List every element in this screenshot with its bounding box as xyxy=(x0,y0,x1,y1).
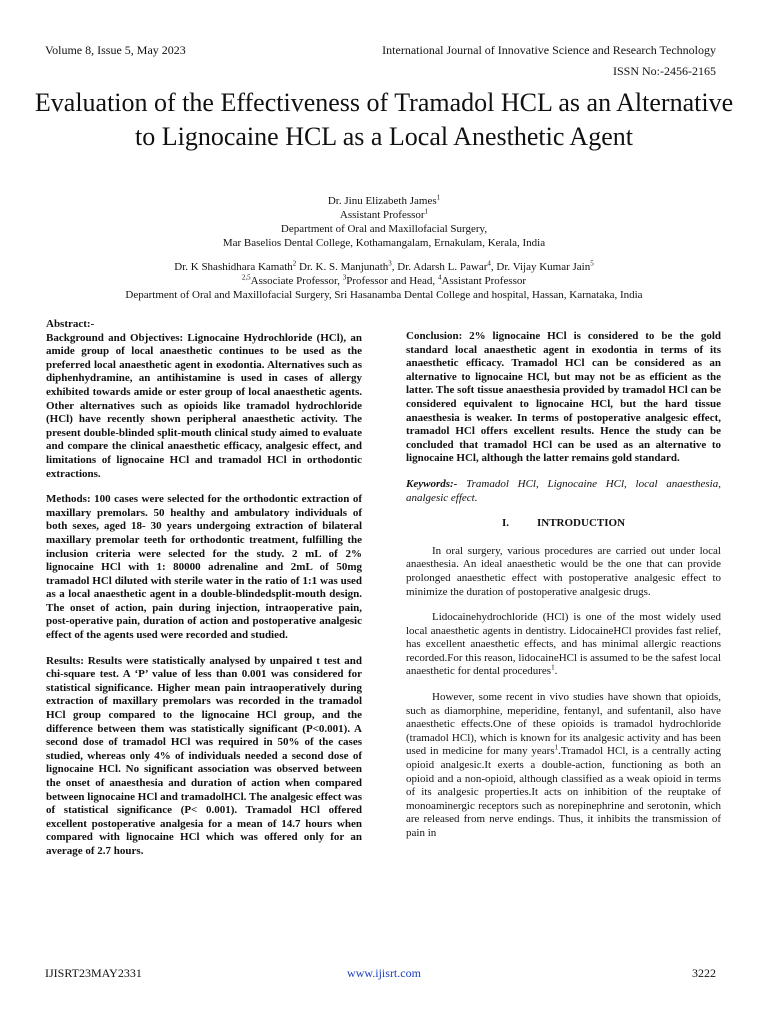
left-column xyxy=(46,318,362,859)
abstract-label: Abstract:- xyxy=(46,318,95,330)
keywords: Keywords:- Tramadol HCl, Lignocaine HCl, local anaesthesia, analgesic effect. xyxy=(406,477,721,504)
intro-paragraph-3: However, some recent in vivo studies have shown that opioids, such as diamorphine, meperidine, fentanyl, and sufentanil, also have anaesthetic effects.One of these opioids is tramadol hydrochloride (tramadol HCl), which is known for its analgesic activity and has been used in medicine for many years$^1$.Tramadol HCl, is a centrally acting opioid analgesic.It exerts a double-action, functioning as both an opioid and a non-opioid, although classified as a weak opioid in terms of its analgesic properties.It acts on inhibition of the reuptake of monoaminergic receptors such as norepinephrine and serotonin, which are released from nerve endings. Thus, it inhibits the transmission of pain in xyxy=(406,691,721,839)
author-group2-names: Dr. K Shashidhara Kamath$^2$ Dr. K. S. Manjunath$^3$, Dr. Adarsh L. Pawar$^4$, Dr. Vijay Kumar Jain$^5$ xyxy=(174,259,594,273)
paper-title: Evaluation of the Effectiveness of Tramadol HCL as an Alternative to Lignocaine HCL as a Local Anesthetic Agent xyxy=(34,88,734,151)
abstract-conclusion: Conclusion: 2% lignocaine HCl is considered to be the gold standard local anaesthetic agent in exodontia in terms of its anaesthetic efficacy. Tramadol HCl can be considered as an alternative to lignocaine HCl, but may not be as efficient as the latter. The soft tissue anaesthesia provided by tramadol HCl can be considered equivalent to lignocaine HCl, but the hard tissue anaesthesia is weaker. In terms of postoperative analgesic effect, tramadol HCl offers excellent results. Hence the study can be concluded that tramadol HCl can be used as an alternative to lignocaine HCl, although the latter remains gold standard. xyxy=(406,330,721,465)
header-journal: International Journal of Innovative Science and Research Technology xyxy=(382,43,716,57)
footer-page-number: 3222 xyxy=(692,966,716,980)
author-group2-roles: $^{2,5}$Associate Professor, $^3$Professor and Head, $^4$Assistant Professor xyxy=(241,273,527,287)
abstract-background: Background and Objectives: Lignocaine Hydrochloride (HCl), an amide group of local anaesthetic continues to be used as the preferred local anaesthetic agent in exodontia. Alternatives such as diphenhydramine, an antihistamine is used in cases of allergy exhibited towards amide or ester group of local anaesthetic agents. Other alternatives such as opioids like tramadol hydrochloride (HCl) have recently shown peripheral anaesthetic activity. The present double-blinded split-mouth clinical study aimed to evaluate and compare the clinical anaesthetic efficacy, analgesic effect, and limitations of lignocaine HCl and tramadol HCl in orthodontic extractions. xyxy=(46,331,362,480)
abstract-methods: Methods: 100 cases were selected for the orthodontic extraction of maxillary premolars. 50 healthy and ambulatory individuals of both sexes, aged 18- 30 years undergoing extraction of bilateral maxillary premolar teeth for orthodontic treatment, fulfilling the inclusion criteria were selected for the study. 2 mL of 2% lignocaine HCl with 1: 80000 adrenaline and 2mL of 50mg tramadol HCl diluted with sterile water in the ratio of 1:1 was used as a local anaesthetic agent in a double-blindedsplit-mouth design. The onset of action, pain during injection, intraoperative pain, post-operative pain, duration of action and postoperative analgesic effect of the agents used were recorded and studied. xyxy=(46,493,362,642)
abstract-results: Results: Results were statistically analysed by unpaired t test and chi-square test. A ‘P’ value of less than 0.001 was considered for statistical significance. Higher mean pain intraoperatively during extraction of maxillary premolars was recorded in the tramadol HCl group compared to the lignocaine HCl group, and the difference between them was statistically significant (P<0.001). A second dose of tramadol HCl was required in 50% of the cases studied, whereas only 4% of individuals needed a second dose of lignocaine HCl. No significant association was observed between the onset of anaesthesia and duration of action when compared between lignocaine HCl and tramadolHCl. The analgesic effect was of statistical significance (P< 0.001). Tramadol HCl offered excellent postoperative analgesia for a mean of 14.7 hours when compared with lignocaine HCl which was offered only for an average of 2.7 hours. xyxy=(46,654,362,857)
author-group2-dept: Department of Oral and Maxillofacial Surgery, Sri Hasanamba Dental College and hospital, Hassan, Karnataka, India xyxy=(125,289,643,301)
right-column xyxy=(406,318,721,853)
section-heading-introduction: I. INTRODUCTION xyxy=(501,517,626,530)
author-block xyxy=(30,194,738,302)
author1-dept: Department of Oral and Maxillofacial Surgery, xyxy=(280,223,488,235)
header-issn: ISSN No:-2456-2165 xyxy=(612,64,716,78)
author1-name: Dr. Jinu Elizabeth James$^1$ xyxy=(327,193,441,207)
footer-url-link[interactable]: www.ijisrt.com xyxy=(347,966,421,980)
footer-code: IJISRT23MAY2331 xyxy=(45,966,142,980)
intro-paragraph-2: Lidocainehydrochloride (HCl) is one of the most widely used local anaesthetic agents in dentistry. LidocaineHCl provides fast relief, has excellent anaesthetic effects, and has minimal allergic reactions recorded.For this reason, lidocaineHCl is assumed to be the safest local anaesthetic for dental procedures$^1$. xyxy=(406,611,721,678)
header-volume: Volume 8, Issue 5, May 2023 xyxy=(45,43,186,57)
intro-paragraph-1: In oral surgery, various procedures are carried out under local anaesthesia. An ideal anaesthetic would be the one that can provide prolonged anaesthetic effect with postoperative analgesic effect to minimize the duration of postoperative analgesic drugs. xyxy=(406,544,721,598)
author1-college: Mar Baselios Dental College, Kothamangalam, Ernakulam, Kerala, India xyxy=(222,237,546,249)
author1-role: Assistant Professor$^1$ xyxy=(339,207,429,221)
